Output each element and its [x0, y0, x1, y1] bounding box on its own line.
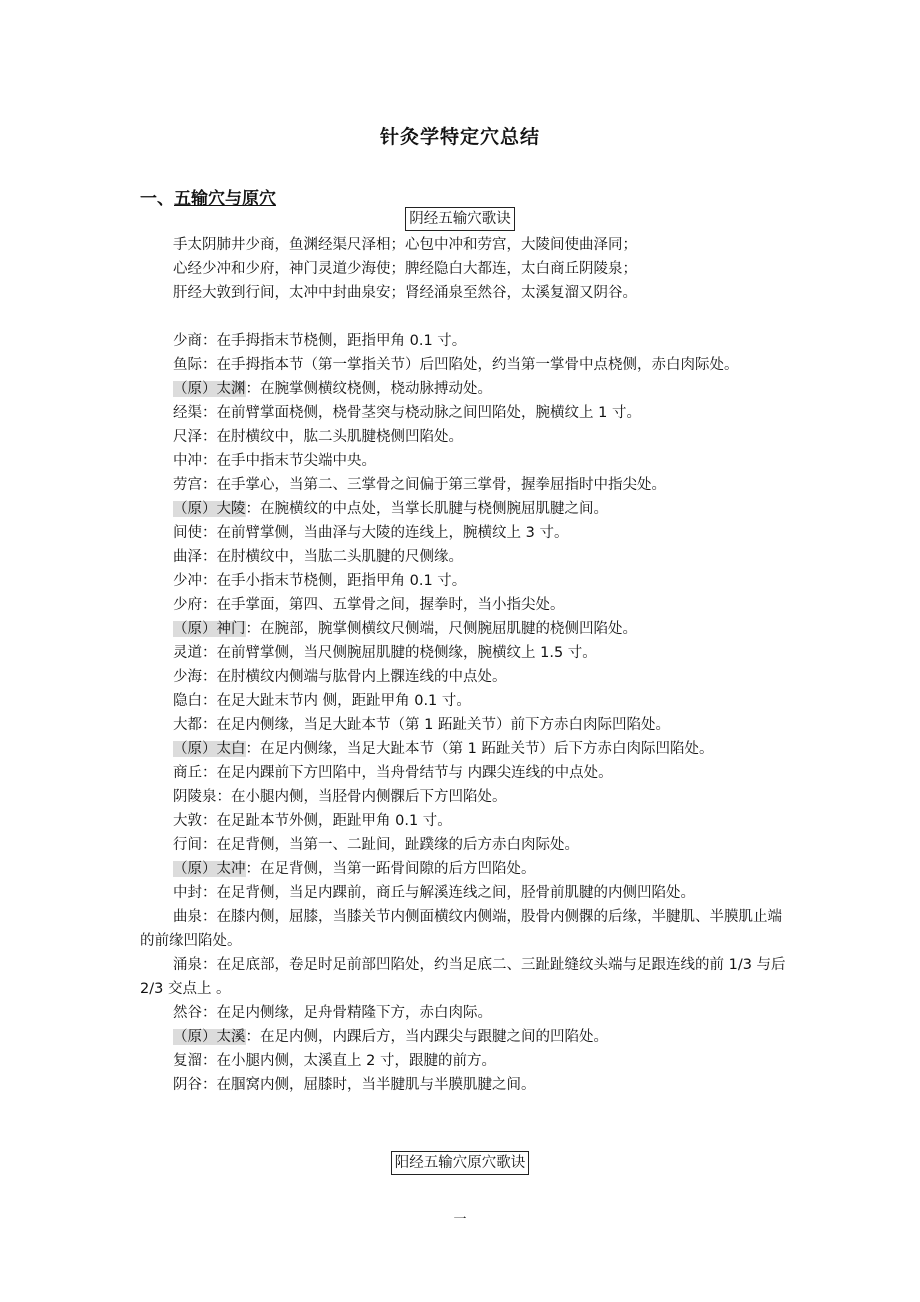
acupoint-description: ：在手小指末节桡侧，距指甲角 0.1 寸。: [202, 573, 467, 589]
acupoint-entry: [140, 785, 790, 809]
acupoint-description: ：在腕掌侧横纹桡侧，桡动脉搏动处。: [245, 381, 492, 397]
acupoint-description: ：在足背侧，当足内踝前，商丘与解溪连线之间，胫骨前肌腱的内侧凹陷处。: [202, 885, 695, 901]
acupoint-description: ：在腕横纹的中点处，当掌长肌腱与桡侧腕屈肌腱之间。: [245, 501, 608, 517]
acupoint-name: （原）神门: [173, 621, 246, 637]
acupoint-description: ：在足内侧缘，当足大趾本节（第 1 跖趾关节）前下方赤白肉际凹陷处。: [202, 717, 670, 733]
section-title: 五输穴与原穴: [174, 189, 276, 209]
acupoint-description: ：在腕部，腕掌侧横纹尺侧端，尺侧腕屈肌腱的桡侧凹陷处。: [245, 621, 637, 637]
acupoint-entry: [140, 545, 790, 569]
acupoint-entry: [140, 833, 790, 857]
yang-song-box: 阳经五输穴原穴歌诀: [391, 1151, 530, 1175]
acupoint-name: （原）太白: [173, 741, 246, 757]
acupoint-entry: [140, 1049, 790, 1073]
acupoint-name: （原）大陵: [173, 501, 246, 517]
acupoint-entry: [140, 1025, 790, 1049]
acupoint-name: 商丘: [173, 765, 202, 781]
acupoint-name: 然谷: [173, 1005, 202, 1021]
song-lyrics: [140, 233, 790, 305]
acupoint-entry: [140, 809, 790, 833]
acupoint-name: 中冲: [173, 453, 202, 469]
acupoint-description: ：在足内侧缘，足舟骨精隆下方，赤白肉际。: [202, 1005, 492, 1021]
acupoint-name: 曲泽: [173, 549, 202, 565]
acupoint-name: 少冲: [173, 573, 202, 589]
acupoint-entry: [140, 497, 790, 521]
acupoint-description: ：在膝内侧，屈膝，当膝关节内侧面横纹内侧端，股骨内侧髁的后缘，半腱肌、半膜肌止端的前缘凹陷处。: [140, 909, 782, 949]
acupoint-entry: [140, 329, 790, 353]
acupoint-description: ：在肘横纹中，当肱二头肌腱的尺侧缘。: [202, 549, 463, 565]
page-number: 一: [453, 1212, 467, 1227]
acupoint-entry: [140, 665, 790, 689]
acupoint-description: ：在足背侧，当第一跖骨间隙的后方凹陷处。: [245, 861, 536, 877]
acupoint-entry: [140, 353, 790, 377]
acupoint-description: ：在前臂掌侧，当尺侧腕屈肌腱的桡侧缘，腕横纹上 1.5 寸。: [202, 645, 597, 661]
acupoint-description: ：在手中指末节尖端中央。: [202, 453, 376, 469]
acupoint-entry: [140, 713, 790, 737]
acupoint-description: ：在腘窝内侧，屈膝时，当半腱肌与半膜肌腱之间。: [202, 1077, 536, 1093]
acupoint-description: ：在肘横纹中，肱二头肌腱桡侧凹陷处。: [202, 429, 463, 445]
acupoint-name: 隐白: [173, 693, 202, 709]
acupoint-entry: [140, 761, 790, 785]
acupoint-description: ：在手掌心，当第二、三掌骨之间偏于第三掌骨，握拳屈指时中指尖处。: [202, 477, 666, 493]
acupoint-name: 鱼际: [173, 357, 202, 373]
acupoint-description: ：在肘横纹内侧端与肱骨内上髁连线的中点处。: [202, 669, 507, 685]
acupoint-name: （原）太溪: [173, 1029, 246, 1045]
acupoint-entry: [140, 617, 790, 641]
acupoint-list: [140, 329, 790, 1097]
acupoint-name: 尺泽: [173, 429, 202, 445]
acupoint-name: 少海: [173, 669, 202, 685]
yang-song-heading: [0, 1151, 920, 1175]
acupoint-description: ：在足底部，卷足时足前部凹陷处，约当足底二、三趾趾缝纹头端与足跟连线的前 1/3 与后 2/3 交点上 。: [140, 957, 786, 997]
acupoint-entry: [140, 689, 790, 713]
acupoint-entry: [140, 593, 790, 617]
acupoint-entry: [140, 569, 790, 593]
section-number: 一、: [140, 189, 174, 209]
acupoint-entry: [140, 1001, 790, 1025]
acupoint-entry: [140, 953, 790, 1001]
acupoint-description: ：在足内踝前下方凹陷中，当舟骨结节与 内踝尖连线的中点处。: [202, 765, 613, 781]
acupoint-description: ：在小腿内侧，当胫骨内侧髁后下方凹陷处。: [216, 789, 507, 805]
acupoint-entry: [140, 449, 790, 473]
acupoint-entry: [140, 377, 790, 401]
acupoint-description: ：在足趾本节外侧，距趾甲角 0.1 寸。: [202, 813, 452, 829]
yin-song-box: 阴经五输穴歌诀: [405, 207, 515, 231]
acupoint-entry: [140, 401, 790, 425]
acupoint-entry: [140, 905, 790, 953]
acupoint-name: 间使: [173, 525, 202, 541]
acupoint-name: 阴陵泉: [173, 789, 217, 805]
song-line: 手太阴肺井少商，鱼渊经渠尺泽相；心包中冲和劳宫，大陵间使曲泽同；: [173, 237, 637, 253]
acupoint-description: ：在手掌面，第四、五掌骨之间，握拳时，当小指尖处。: [202, 597, 565, 613]
acupoint-name: 大都: [173, 717, 202, 733]
acupoint-description: ：在足大趾末节内 侧，距趾甲角 0.1 寸。: [202, 693, 471, 709]
acupoint-name: 少府: [173, 597, 202, 613]
acupoint-description: ：在前臂掌侧，当曲泽与大陵的连线上，腕横纹上 3 寸。: [202, 525, 569, 541]
acupoint-entry: [140, 1073, 790, 1097]
acupoint-entry: [140, 881, 790, 905]
acupoint-description: ：在前臂掌面桡侧，桡骨茎突与桡动脉之间凹陷处，腕横纹上 1 寸。: [202, 405, 641, 421]
acupoint-name: 曲泉: [173, 909, 202, 925]
acupoint-name: （原）太冲: [173, 861, 246, 877]
acupoint-name: 阴谷: [173, 1077, 202, 1093]
acupoint-name: 灵道: [173, 645, 202, 661]
acupoint-entry: [140, 473, 790, 497]
page-title: 针灸学特定穴总结: [379, 126, 540, 148]
song-line: 肝经大敦到行间，太冲中封曲泉安；肾经涌泉至然谷，太溪复溜又阴谷。: [173, 285, 637, 301]
acupoint-name: 大敦: [173, 813, 202, 829]
acupoint-name: 经渠: [173, 405, 202, 421]
acupoint-description: ：在足内侧缘，当足大趾本节（第 1 跖趾关节）后下方赤白肉际凹陷处。: [245, 741, 714, 757]
acupoint-entry: [140, 425, 790, 449]
acupoint-name: 中封: [173, 885, 202, 901]
acupoint-entry: [140, 737, 790, 761]
acupoint-entry: [140, 857, 790, 881]
acupoint-name: 涌泉: [173, 957, 202, 973]
yin-song-heading: [0, 207, 920, 231]
section-heading: [140, 184, 276, 209]
acupoint-name: （原）太渊: [173, 381, 246, 397]
acupoint-name: 复溜: [173, 1053, 202, 1069]
acupoint-description: ：在足内侧，内踝后方，当内踝尖与跟腱之间的凹陷处。: [245, 1029, 608, 1045]
acupoint-entry: [140, 521, 790, 545]
acupoint-name: 行间: [173, 837, 202, 853]
acupoint-description: ：在手拇指末节桡侧，距指甲角 0.1 寸。: [202, 333, 467, 349]
acupoint-name: 劳宫: [173, 477, 202, 493]
acupoint-description: ：在手拇指本节（第一掌指关节）后凹陷处，约当第一掌骨中点桡侧，赤白肉际处。: [202, 357, 739, 373]
acupoint-description: ：在小腿内侧，太溪直上 2 寸，跟腱的前方。: [202, 1053, 496, 1069]
acupoint-name: 少商: [173, 333, 202, 349]
acupoint-description: ：在足背侧，当第一、二趾间，趾蹼缘的后方赤白肉际处。: [202, 837, 579, 853]
song-line: 心经少冲和少府，神门灵道少海使；脾经隐白大都连，太白商丘阴陵泉；: [173, 261, 637, 277]
acupoint-entry: [140, 641, 790, 665]
